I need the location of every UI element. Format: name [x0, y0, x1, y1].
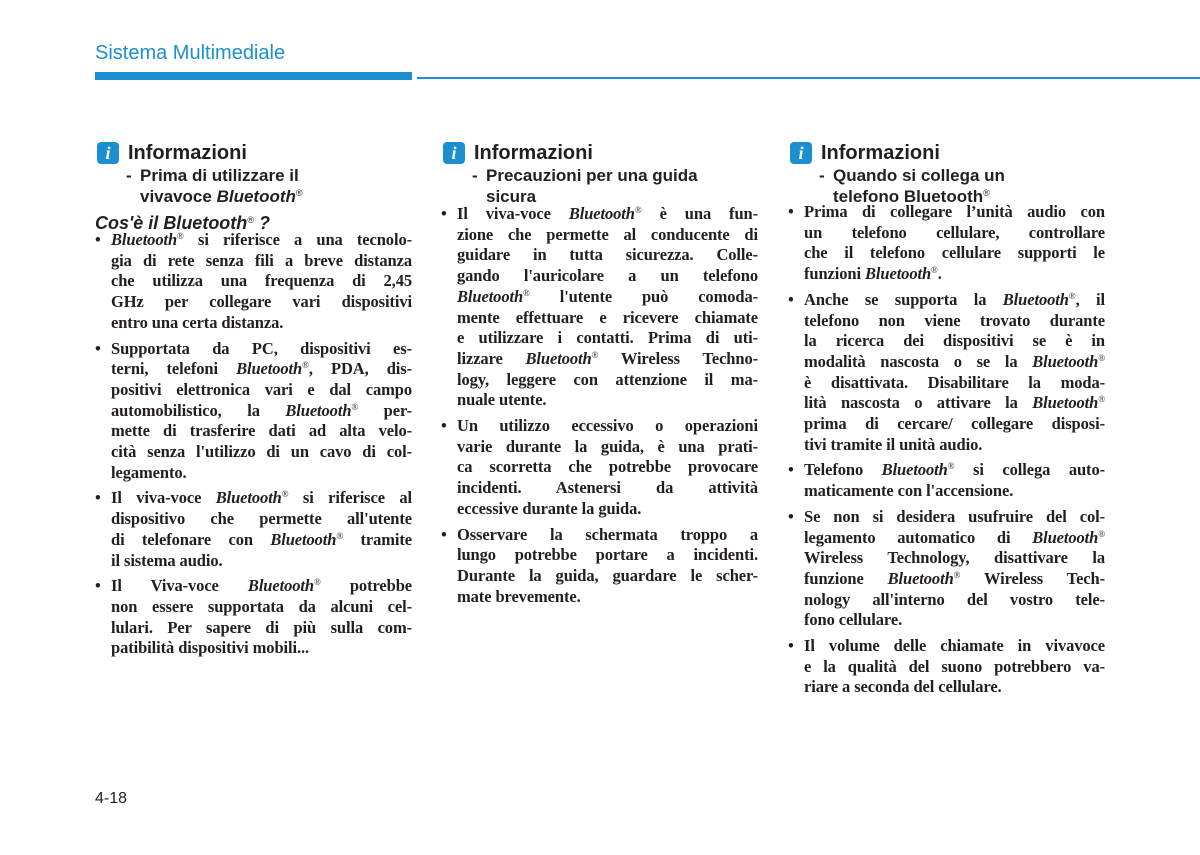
brand-name: Bluetooth [887, 568, 954, 588]
bullet-dot: • [95, 338, 101, 358]
registered-mark: ® [947, 461, 955, 472]
subtitle-line: vivavoce Bluetooth® [140, 187, 303, 206]
text-line: maticamente con l'accensione. [804, 481, 1014, 501]
bullet-dot: • [788, 636, 794, 656]
text-line: non essere supportata da alcuni cel- [111, 596, 412, 616]
column-2 [441, 141, 759, 606]
text-line: logy, leggere con attenzione il ma- [457, 369, 758, 389]
brand-name: Bluetooth [1002, 289, 1069, 309]
text-line: funzioni Bluetooth®. [804, 264, 942, 284]
list-item [441, 416, 758, 520]
brand-name: Bluetooth [525, 348, 592, 368]
dash: - [126, 166, 132, 185]
brand-name: Bluetooth [1032, 351, 1099, 371]
text-line: mette di trasferire dati ad alta velo- [111, 421, 412, 441]
list-item [95, 339, 412, 484]
list-item [95, 576, 412, 659]
list-item [441, 204, 758, 411]
text-line: Osservare la schermata troppo a [457, 524, 758, 544]
text-line: funzione Bluetooth® Wireless Tech- [804, 568, 1105, 588]
text-line: un telefono cellulare, controllare [804, 222, 1105, 242]
bullet-dot: • [788, 289, 794, 309]
text-line: riare a seconda del cellulare. [804, 677, 1002, 697]
text-line: Telefono Bluetooth® si collega auto- [804, 460, 1105, 480]
bullet-dot: • [441, 416, 447, 436]
registered-mark: ® [281, 489, 289, 500]
subtitle-line: telefono Bluetooth® [833, 187, 990, 206]
bullet-dot: • [95, 488, 101, 508]
header-bar [95, 72, 412, 80]
text-line: Se non si desidera usufruire del col- [804, 506, 1105, 526]
section-title: Sistema Multimediale [95, 42, 286, 64]
bullet-dot: • [95, 230, 101, 249]
registered-mark: ® [634, 205, 642, 215]
text-line: modalità nascosta o se la Bluetooth® [804, 351, 1105, 371]
bullet-list [788, 202, 1105, 703]
bullet-dot: • [95, 576, 101, 596]
text-line: Un utilizzo eccessivo o operazioni [457, 416, 758, 436]
text-line: mente effettuare e ricevere chiamate [457, 307, 758, 327]
text-line: lità nascosta o attivare la Bluetooth® [804, 393, 1105, 413]
subtitle-line: Prima di utilizzare il [140, 166, 299, 185]
text-line: lungo potrebbe portare a incidenti. [457, 545, 758, 565]
brand-name: Bluetooth [1032, 393, 1099, 413]
brand-name: Bluetooth [457, 286, 524, 306]
text-line: Il viva-voce Bluetooth® è una fun- [457, 204, 759, 223]
text-line: Bluetooth® l'utente può comoda- [457, 286, 758, 306]
bullet-list [95, 230, 412, 664]
text-line: GHz per collegare vari dispositivi [111, 292, 412, 312]
text-line: e utilizzare i contatti. Prima di uti- [457, 328, 758, 348]
text-line: incidenti. Astenersi da attività [457, 478, 758, 498]
text-line: è disattivata. Disabilitare la moda- [804, 372, 1105, 392]
info-subtitle [472, 165, 759, 207]
brand-name: Bluetooth [881, 460, 948, 480]
header-rule [417, 77, 1200, 79]
text-line: lulari. Per sapere di più sulla com- [111, 617, 412, 637]
info-heading [441, 141, 759, 165]
list-item [95, 488, 412, 571]
brand-name: Bluetooth [270, 529, 337, 549]
info-icon: i [790, 142, 812, 164]
info-icon: i [97, 142, 119, 164]
text-line: mate brevemente. [457, 586, 581, 606]
brand-name: Bluetooth [865, 264, 932, 284]
text-line: nuale utente. [457, 390, 547, 410]
bullet-dot: • [441, 204, 447, 223]
info-icon: i [443, 142, 465, 164]
registered-mark: ® [247, 215, 254, 225]
bullet-dot: • [788, 202, 794, 221]
page-number: 4-18 [95, 790, 128, 807]
text-line: Anche se supporta la Bluetooth®, il [804, 289, 1105, 309]
column-3 [788, 141, 1106, 697]
registered-mark: ® [177, 231, 184, 241]
text-line: nology all'interno del vostro tele- [804, 589, 1105, 609]
text-line: telefono non viene trovato durante [804, 310, 1105, 330]
text-line: Il volume delle chiamate in vivavoce [804, 636, 1105, 656]
text-line: il sistema audio. [111, 550, 223, 570]
registered-mark: ® [1098, 528, 1105, 539]
text-line: prima di cercare/ collegare disposi- [804, 414, 1105, 434]
list-item [441, 525, 758, 608]
info-title: Informazioni [821, 141, 940, 164]
registered-mark: ® [1098, 394, 1105, 405]
text-line: e la qualità del suono potrebbero va- [804, 656, 1105, 676]
info-heading [95, 141, 413, 165]
list-item [95, 230, 412, 334]
brand-name: Bluetooth [215, 488, 282, 508]
text-line: Supportata da PC, dispositivi es- [111, 338, 412, 358]
registered-mark: ® [523, 287, 530, 298]
text-line: lizzare Bluetooth® Wireless Techno- [457, 348, 758, 368]
subtitle-line: Precauzioni per una guida [486, 166, 698, 185]
registered-mark: ® [336, 530, 344, 541]
list-item [788, 460, 1105, 501]
registered-mark: ® [313, 577, 321, 588]
bullet-dot: • [788, 460, 794, 480]
text-line: gia di rete senza fili a breve distanza [111, 250, 412, 270]
text-line: Il Viva-voce Bluetooth® potrebbe [111, 576, 413, 596]
info-subtitle [126, 165, 413, 207]
text-line: che il telefono cellulare supporti le [804, 243, 1105, 263]
text-line: la ricerca dei dispositivi se è in [804, 331, 1105, 351]
brand-name: Bluetooth [285, 400, 352, 420]
text-line: varie durante la guida, è una prati- [457, 436, 758, 456]
subtitle-line: sicura [486, 187, 537, 206]
info-title: Informazioni [128, 141, 247, 164]
brand-name: Bluetooth [247, 576, 314, 596]
text-line: Durante la guida, guardare le scher- [457, 565, 758, 585]
text-line: guidare in tutta sicurezza. Colle- [457, 245, 758, 265]
text-line: fono cellulare. [804, 610, 903, 630]
registered-mark: ® [953, 569, 961, 580]
text-line: di telefonare con Bluetooth® tramite [111, 529, 412, 549]
info-subtitle [819, 165, 1106, 207]
text-line: terni, telefoni Bluetooth®, PDA, dis- [111, 359, 412, 379]
registered-mark: ® [1098, 352, 1105, 363]
bullet-dot: • [788, 506, 794, 526]
info-title: Informazioni [474, 141, 593, 164]
dash: - [819, 166, 825, 185]
text-line: che utilizza una frequenza di 2,45 [111, 271, 412, 291]
brand-name: Bluetooth [568, 204, 635, 223]
brand-name: Bluetooth [1032, 527, 1099, 547]
dash: - [472, 166, 478, 185]
text-line: tivi tramite il unità audio. [804, 434, 983, 454]
text-line: Wireless Technology, disattivare la [804, 548, 1105, 568]
text-line: patibilità dispositivi mobili... [111, 638, 310, 658]
brand-name: Bluetooth [236, 359, 303, 379]
text-line: legamento automatico di Bluetooth® [804, 527, 1105, 547]
column-1 [95, 141, 413, 658]
text-line: dispositivo che permette all'utente [111, 509, 412, 529]
text-line: Prima di collegare l’unità audio con [804, 202, 1105, 221]
registered-mark: ® [931, 265, 938, 276]
text-line: zione che permette al conducente di [457, 224, 758, 244]
list-item [788, 202, 1105, 285]
list-item [788, 507, 1105, 631]
subtitle-line: Quando si collega un [833, 166, 1005, 185]
text-line: Il viva-voce Bluetooth® si riferisce al [111, 488, 412, 508]
bullet-dot: • [441, 524, 447, 544]
text-line: legamento. [111, 462, 187, 482]
registered-mark: ® [351, 401, 359, 412]
text-line: gando l'auricolare a un telefono [457, 266, 758, 286]
text-line: Bluetooth® si riferisce a una tecnolo- [111, 230, 412, 249]
question-heading: Cos'è il Bluetooth® ? [95, 213, 270, 233]
registered-mark: ® [591, 349, 599, 360]
text-line: entro una certa distanza. [111, 312, 284, 332]
brand-name: Bluetooth [111, 230, 178, 249]
registered-mark: ® [1068, 290, 1076, 301]
text-line: automobilistico, la Bluetooth® per- [111, 400, 412, 420]
info-heading [788, 141, 1106, 165]
text-line: cità senza l'utilizzo di un cavo di col- [111, 442, 412, 462]
text-line: eccessive durante la guida. [457, 498, 642, 518]
list-item [788, 636, 1105, 698]
text-line: positivi elettronica vari e dal campo [111, 379, 412, 399]
list-item [788, 290, 1105, 456]
text-line: ca scorretta che potrebbe provocare [457, 457, 758, 477]
registered-mark: ® [302, 360, 309, 371]
bullet-list [441, 204, 758, 612]
